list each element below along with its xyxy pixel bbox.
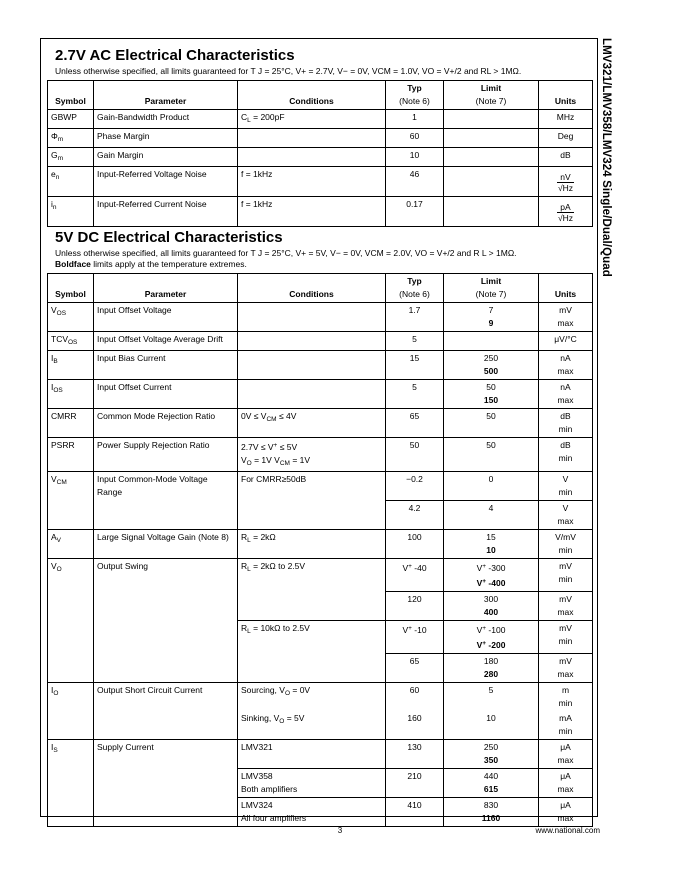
- table-row: $A_V$ Large Signal Voltage Gain (Note 8) $R_L = 2k\Omega$ 100 15 10 V/mV min: [48, 530, 593, 559]
- dc-characteristics-table: [47, 273, 593, 827]
- table-row: $G_m$ Gain Margin 10 dB: [48, 148, 593, 167]
- header-units: Units: [539, 81, 593, 110]
- table-row: $e_n$ Input-Referred Voltage Noise f = 1kHz 46 $\frac{nV}{√Hz}$: [48, 167, 593, 197]
- header-parameter: Parameter: [94, 81, 238, 110]
- table-row: $\Phi_m$ Phase Margin 60 Deg: [48, 129, 593, 148]
- table-row: 65 180 280 mV max: [48, 654, 593, 683]
- header-symbol: Symbol: [48, 81, 94, 110]
- table-header-row: Symbol Parameter Conditions Typ (Note 6) Limit (Note 7) Units: [48, 274, 593, 303]
- table-row: 4.2 4 V max: [48, 501, 593, 530]
- side-title: LMV321/LMV358/LMV324 Single/Dual/Quad: [600, 38, 612, 277]
- table-row: 120 300 400 mV max: [48, 592, 593, 621]
- section2-title: 5V DC Electrical Characteristics: [55, 229, 283, 246]
- table-row: CMRR Common Mode Rejection Ratio $0V \le V_{CM} \le 4V$ 65 50 dB min: [48, 409, 593, 438]
- table-row: $R_L = 10k\Omega$ to 2.5V V+ -10 V+ -100 V+ -200 mV min: [48, 621, 593, 654]
- table-row: GBWP Gain-Bandwidth Product $C_L = 200pF$ 1 MHz: [48, 110, 593, 129]
- footer-url: www.national.com: [535, 826, 600, 835]
- table-row: $V_O$ Output Swing $R_L = 2k\Omega$ to 2.5V V+ -40 V+ -300 V+ -400 mV min: [48, 559, 593, 592]
- section2-conditions: Unless otherwise specified, all limits guaranteed for T J = 25°C, V+ = 5V, V− = 0V, VCM = 2.0V, VO = V+/2 and R L > 1MΩ. Boldface limits apply at the temperature extremes.: [55, 248, 517, 269]
- header-typ: Typ (Note 6): [386, 81, 444, 110]
- table-row: Sinking, $V_O = 5V$ 160 10 mA min: [48, 711, 593, 740]
- table-header-row: [48, 81, 593, 110]
- table-row: LMV324 All four amplifiers 410 830 1160 μA max: [48, 798, 593, 827]
- table-row: PSRR Power Supply Rejection Ratio 2.7V ≤ V+ ≤ 5V $V_O = 1V$ $V_{CM} = 1V$ 50 50 dB min: [48, 438, 593, 472]
- table-row: $TCV_{OS}$ Input Offset Voltage Average Drift 5 μV/°C: [48, 332, 593, 351]
- page-number: 3: [337, 826, 343, 835]
- table-row: $V_{CM}$ Input Common-Mode Voltage Range For CMRR≥50dB −0.2 0 V min: [48, 472, 593, 501]
- table-row: $I_{OS}$ Input Offset Current 5 50 150 nA max: [48, 380, 593, 409]
- table-row: $i_n$ Input-Referred Current Noise f = 1kHz 0.17 $\frac{pA}{√Hz}$: [48, 197, 593, 227]
- table-row: $I_S$ Supply Current LMV321 130 250 350 μA max: [48, 740, 593, 769]
- ac-characteristics-table: [47, 80, 593, 227]
- table-row: LMV358 Both amplifiers 210 440 615 μA max: [48, 769, 593, 798]
- table-row: $I_O$ Output Short Circuit Current Sourcing, $V_O = 0V$ 60 5 m min: [48, 683, 593, 712]
- section1-conditions: Unless otherwise specified, all limits guaranteed for T J = 25°C, V+ = 2.7V, V− = 0V, VCM = 1.0V, VO = V+/2 and RL > 1MΩ.: [55, 66, 522, 76]
- section1-title: 2.7V AC Electrical Characteristics: [55, 47, 295, 64]
- table-row: $I_B$ Input Bias Current 15 250 500 nA max: [48, 351, 593, 380]
- header-conditions: Conditions: [238, 81, 386, 110]
- header-limit: Limit (Note 7): [444, 81, 539, 110]
- table-row: $V_{OS}$ Input Offset Voltage 1.7 7 9 mV max: [48, 303, 593, 332]
